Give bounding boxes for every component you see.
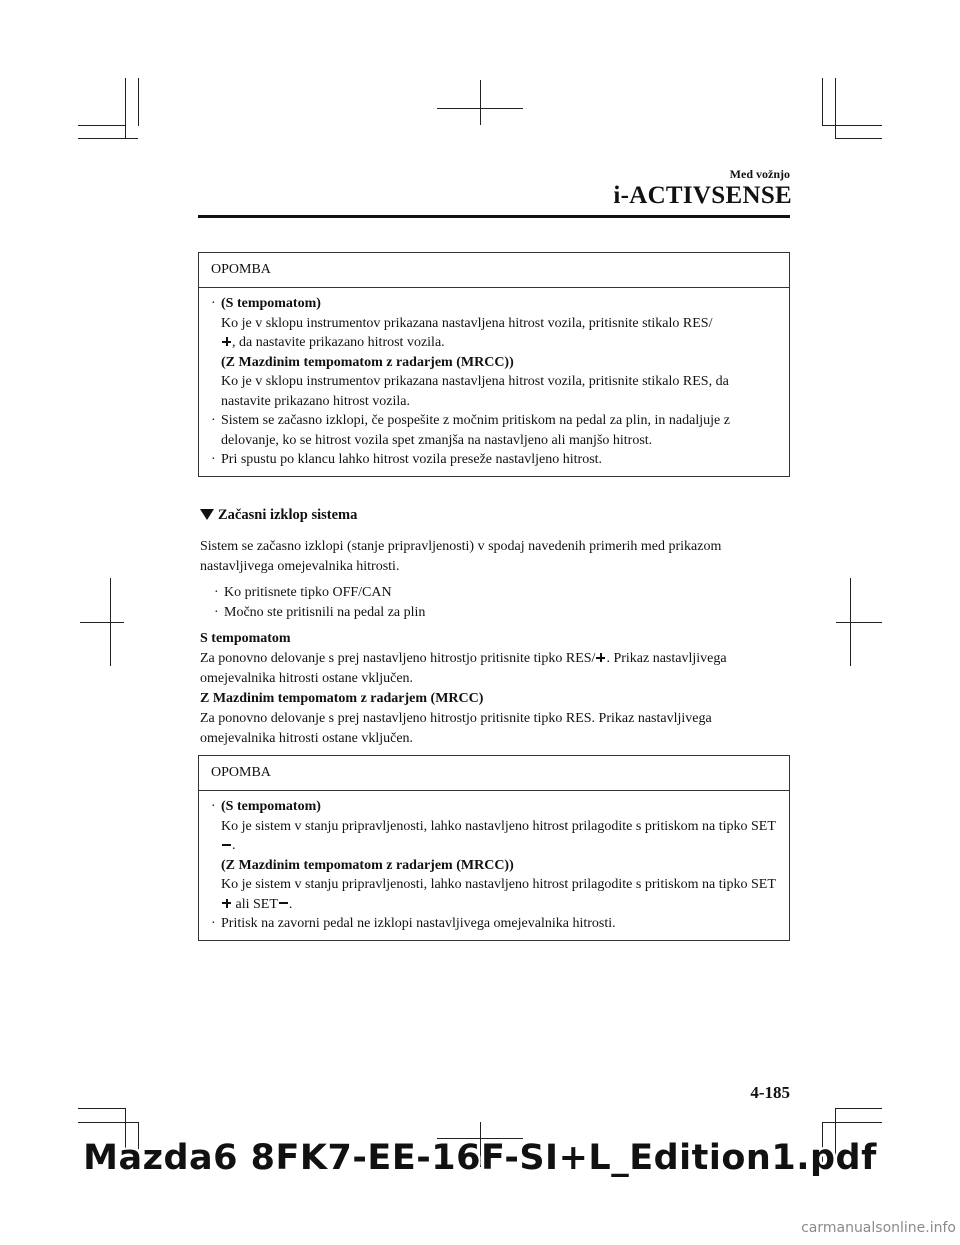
- bullet-icon: ·: [211, 916, 216, 931]
- subsection-title: S tempomatom: [200, 631, 291, 646]
- note-text: ali SET: [232, 896, 278, 912]
- bullet-list: [212, 583, 425, 623]
- bullet-icon: ·: [211, 799, 216, 814]
- note-item-label: (Z Mazdinim tempomatom z radarjem (MRCC)): [221, 354, 514, 370]
- note-item-label: (S tempomatom): [221, 296, 321, 311]
- crop-mark: [125, 78, 126, 138]
- bullet-icon: ·: [214, 585, 219, 600]
- triangle-icon: [200, 509, 214, 520]
- note-item-text: Pritisk na zavorni pedal ne izklopi nastavljivega omejevalnika hitrosti.: [221, 916, 616, 931]
- subsection-text: [200, 649, 790, 689]
- crop-mark: [80, 622, 124, 623]
- list-item-text: Ko pritisnete tipko OFF/CAN: [224, 585, 392, 600]
- note-body: [199, 791, 789, 940]
- list-item: [212, 583, 425, 603]
- body-text: . Prikaz nastavljivega omejevalnika hitrosti ostane vključen.: [200, 651, 727, 686]
- crop-mark: [822, 1122, 882, 1123]
- subsection-title: Z Mazdinim tempomatom z radarjem (MRCC): [200, 691, 484, 706]
- note-text: .: [232, 838, 236, 853]
- crop-mark: [78, 1108, 126, 1109]
- note-item-text: [221, 875, 779, 914]
- note-heading: OPOMBA: [199, 253, 789, 288]
- minus-icon: [279, 899, 288, 908]
- crop-mark: [437, 108, 523, 109]
- page-title: i-ACTIVSENSE: [613, 182, 792, 209]
- plus-icon: [222, 337, 231, 346]
- subsection-text: Za ponovno delovanje s prej nastavljeno hitrostjo pritisnite tipko RES. Prikaz nastavljivega omejevalnika hitrosti ostane vključen.: [200, 711, 712, 746]
- crop-mark: [822, 78, 823, 126]
- site-link[interactable]: carmanualsonline.info: [801, 1220, 956, 1236]
- crop-mark: [480, 80, 481, 125]
- bullet-icon: ·: [211, 452, 216, 467]
- note-item: [209, 294, 779, 411]
- note-item-text: Pri spustu po klancu lahko hitrost vozila preseže nastavljeno hitrost.: [221, 452, 603, 467]
- note-text: Ko je sistem v stanju pripravljenosti, lahko nastavljeno hitrost prilagodite s pritiskom na tipko SET: [221, 877, 776, 892]
- list-item: [212, 603, 425, 623]
- crop-mark: [78, 1122, 138, 1123]
- note-text: Ko je sistem v stanju pripravljenosti, lahko nastavljeno hitrost prilagodite s pritiskom na tipko SET: [221, 818, 776, 834]
- note-item: [209, 450, 779, 470]
- subsection: [200, 629, 790, 749]
- watermark: Mazda6 8FK7-EE-16F-SI+L_Edition1.pdf: [83, 1138, 877, 1178]
- note-heading: OPOMBA: [199, 756, 789, 791]
- note-item: [209, 797, 779, 914]
- section-heading: [200, 507, 357, 524]
- crop-mark: [78, 125, 126, 126]
- note-item-text: Ko je v sklopu instrumentov prikazana nastavljena hitrost vozila, pritisnite stikalo RES, da nastavite prikazano hitrost vozila.: [221, 374, 729, 409]
- note-box: [198, 252, 790, 477]
- page-number: 4-185: [750, 1083, 790, 1102]
- plus-icon: [222, 899, 231, 908]
- list-item-text: Močno ste pritisnili na pedal za plin: [224, 605, 426, 620]
- note-item: [209, 411, 779, 450]
- crop-mark: [78, 138, 138, 139]
- header-rule: [198, 215, 790, 218]
- crop-mark: [822, 125, 882, 126]
- crop-mark: [836, 622, 882, 623]
- note-box: [198, 755, 790, 941]
- note-text: .: [288, 896, 293, 912]
- body-text: Za ponovno delovanje s prej nastavljeno hitrostjo pritisnite tipko RES/: [200, 651, 596, 666]
- bullet-icon: ·: [214, 605, 219, 620]
- crop-mark: [835, 78, 836, 138]
- plus-icon: [596, 653, 605, 662]
- crop-mark: [138, 78, 139, 126]
- note-text: , da nastavite prikazano hitrost vozila.: [232, 335, 445, 350]
- bullet-icon: ·: [211, 413, 216, 428]
- minus-icon: [222, 840, 231, 849]
- section-heading-text: Začasni izklop sistema: [218, 507, 358, 523]
- note-item-label: (S tempomatom): [221, 799, 321, 814]
- crop-mark: [835, 138, 882, 139]
- note-item-label: (Z Mazdinim tempomatom z radarjem (MRCC)): [221, 857, 514, 873]
- note-body: [199, 288, 789, 476]
- bullet-icon: ·: [211, 296, 216, 311]
- intro-paragraph: Sistem se začasno izklopi (stanje pripravljenosti) v spodaj navedenih primerih med prikazom nastavljivega omejevalnika hitrosti.: [200, 539, 722, 574]
- note-text: Ko je v sklopu instrumentov prikazana nastavljena hitrost vozila, pritisnite stikalo RES/: [221, 315, 713, 331]
- note-item-text: [221, 314, 779, 353]
- note-item-text: Sistem se začasno izklopi, če pospešite z močnim pritiskom na pedal za plin, in nadaljuje z delovanje, ko se hitrost vozila spet zmanjša na nastavljeno ali manjšo hitrost.: [221, 413, 730, 448]
- chapter-label: Med vožnjo: [729, 167, 790, 181]
- crop-mark: [835, 1108, 882, 1109]
- note-item-text: [221, 817, 779, 856]
- note-item: [209, 914, 779, 934]
